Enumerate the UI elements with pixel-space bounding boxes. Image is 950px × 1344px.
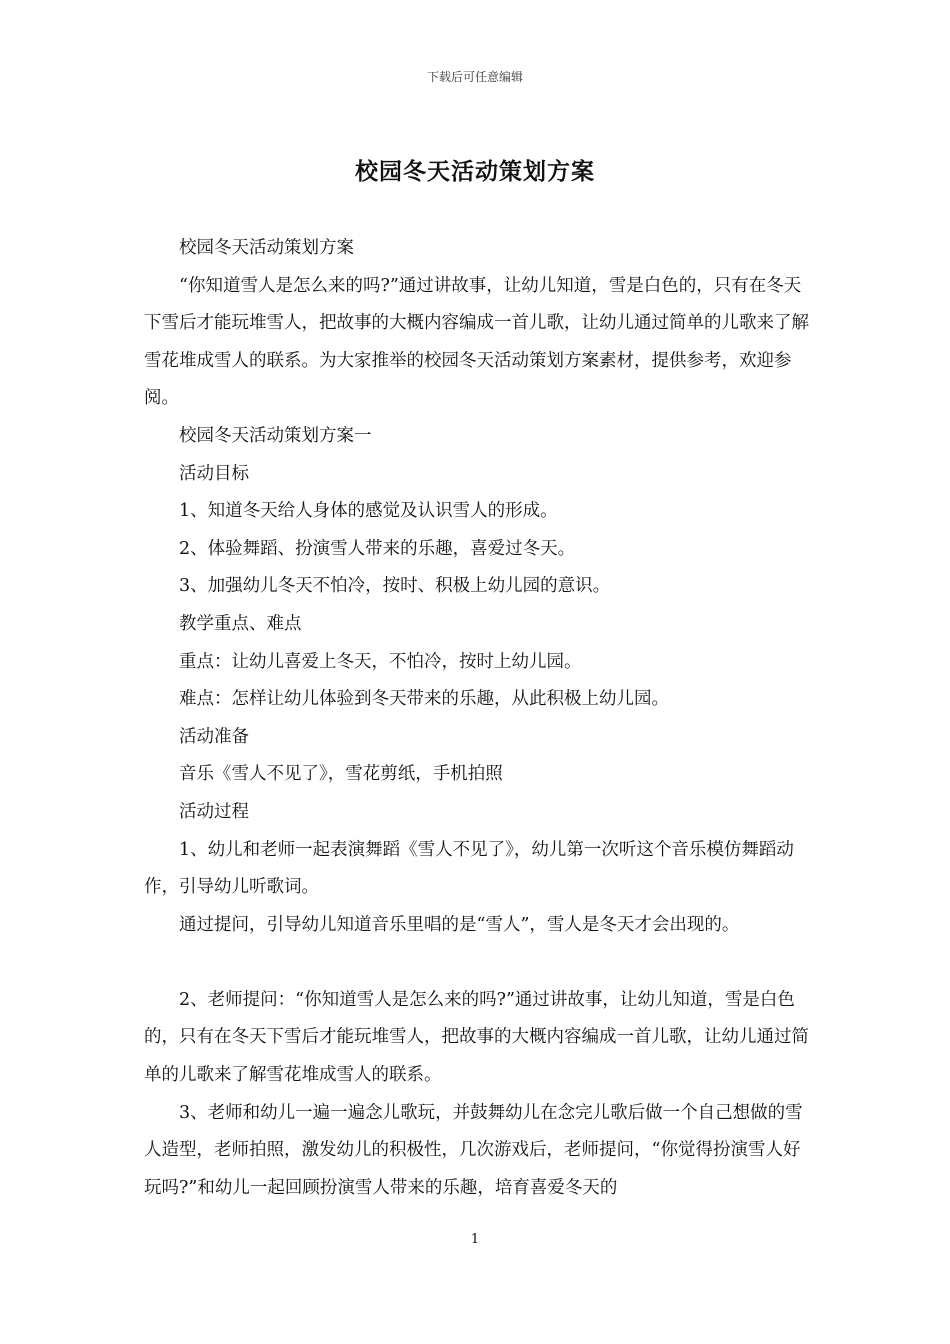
paragraph-process-3: 3、老师和幼儿一遍一遍念儿歌玩，并鼓舞幼儿在念完儿歌后做一个自己想做的雪人造型，老师拍照，激发幼儿的积极性，几次游戏后，老师提问，“你觉得扮演雪人好玩吗?”和幼儿一起回顾扮演雪人带来的乐趣，培育喜爱冬天的 — [144, 1102, 803, 1198]
paragraph-spacer — [144, 944, 810, 982]
document-title: 校园冬天活动策划方案 — [355, 158, 595, 185]
paragraph-heading: 校园冬天活动策划方案 — [179, 238, 354, 258]
paragraph-plan-one: 校园冬天活动策划方案一 — [179, 425, 372, 446]
page-header-note: 下载后可任意编辑 — [426, 70, 523, 84]
paragraph-process-heading: 活动过程 — [179, 801, 249, 822]
paragraph-goal-2: 2、体验舞蹈、扮演雪人带来的乐趣，喜爱过冬天。 — [179, 538, 576, 559]
paragraph-difficulty: 难点：怎样让幼儿体验到冬天带来的乐趣，从此积极上幼儿园。 — [179, 689, 669, 710]
paragraph-key-point: 重点：让幼儿喜爱上冬天，不怕冷，按时上幼儿园。 — [179, 651, 582, 672]
paragraph-intro: “你知道雪人是怎么来的吗?”通过讲故事，让幼儿知道，雪是白色的，只有在冬天下雪后才能玩堆雪人，把故事的大概内容编成一首儿歌，让幼儿通过简单的儿歌来了解雪花堆成雪人的联系。为大家推举的校园冬天活动策划方案素材，提供参考，欢迎参阅。 — [144, 275, 809, 409]
document-body — [144, 230, 810, 1207]
paragraph-key-points-heading: 教学重点、难点 — [179, 613, 302, 634]
paragraph-goal-3: 3、加强幼儿冬天不怕冷，按时、积极上幼儿园的意识。 — [179, 576, 611, 597]
page-number: 1 — [470, 1232, 480, 1247]
paragraph-goals-heading: 活动目标 — [179, 463, 249, 484]
paragraph-preparation: 音乐《雪人不见了》，雪花剪纸，手机拍照 — [179, 764, 503, 785]
paragraph-goal-1: 1、知道冬天给人身体的感觉及认识雪人的形成。 — [179, 501, 558, 522]
paragraph-process-1: 1、幼儿和老师一起表演舞蹈《雪人不见了》，幼儿第一次听这个音乐模仿舞蹈动作，引导幼儿听歌词。 — [144, 839, 794, 898]
paragraph-process-1-note: 通过提问，引导幼儿知道音乐里唱的是“雪人”，雪人是冬天才会出现的。 — [179, 914, 740, 935]
paragraph-preparation-heading: 活动准备 — [179, 726, 249, 747]
paragraph-process-2: 2、老师提问：“你知道雪人是怎么来的吗?”通过讲故事，让幼儿知道，雪是白色的，只有在冬天下雪后才能玩堆雪人，把故事的大概内容编成一首儿歌，让幼儿通过简单的儿歌来了解雪花堆成雪人的联系。 — [144, 989, 809, 1086]
